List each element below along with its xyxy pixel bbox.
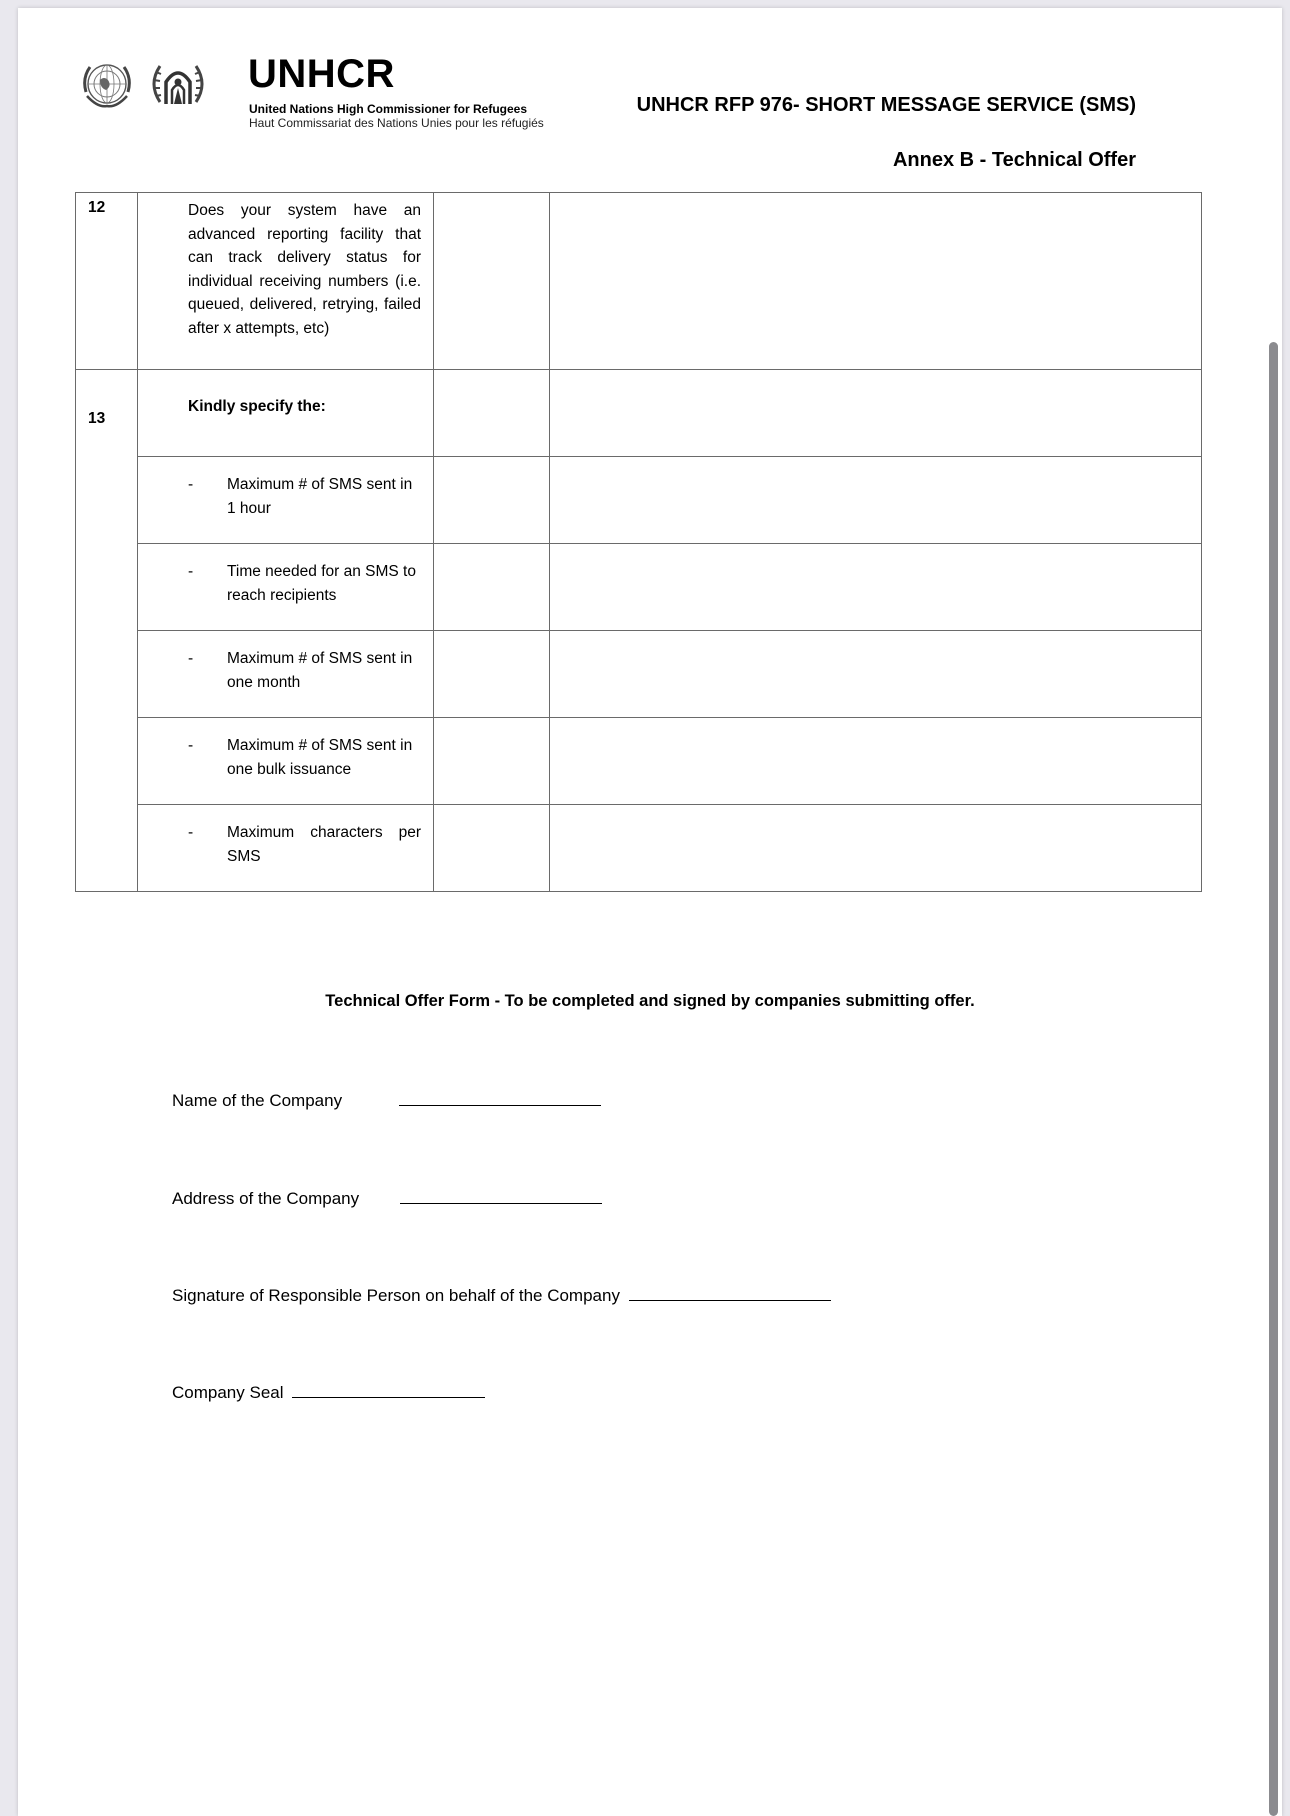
- org-name: UNHCR: [248, 52, 395, 96]
- scrollbar-thumb[interactable]: [1269, 342, 1278, 1816]
- table-row: [76, 370, 1202, 457]
- table-row: [76, 805, 1202, 892]
- sub-item-text: Maximum # of SMS sent in 1 hour: [227, 476, 413, 517]
- sub-item: [138, 805, 434, 892]
- response-cell[interactable]: [434, 370, 550, 457]
- sub-item-text: Maximum # of SMS sent in one month: [227, 650, 413, 691]
- company-name-line[interactable]: [399, 1089, 601, 1106]
- bullet-dash: -: [188, 737, 194, 754]
- company-name-field: [172, 1089, 601, 1111]
- scrollbar[interactable]: [1264, 8, 1282, 1816]
- question-text: Kindly specify the:: [138, 370, 434, 457]
- response-cell[interactable]: [434, 805, 550, 892]
- sub-item: [138, 631, 434, 718]
- sub-item-text: Maximum # of SMS sent in one bulk issuance: [227, 737, 413, 778]
- document-title: UNHCR RFP 976- SHORT MESSAGE SERVICE (SMS): [636, 94, 1136, 116]
- table-row: [76, 631, 1202, 718]
- row-number: 13: [76, 370, 138, 892]
- un-emblem-icon: [78, 60, 136, 112]
- remarks-cell[interactable]: [550, 805, 1202, 892]
- requirements-table: [75, 192, 1202, 892]
- response-cell[interactable]: [434, 718, 550, 805]
- remarks-cell[interactable]: [550, 193, 1202, 370]
- field-label: Address of the Company: [172, 1189, 360, 1208]
- bullet-dash: -: [188, 650, 194, 667]
- field-label: Name of the Company: [172, 1091, 343, 1110]
- document-page: [18, 8, 1282, 1816]
- unhcr-emblem-icon: [148, 60, 208, 112]
- remarks-cell[interactable]: [550, 631, 1202, 718]
- bullet-dash: -: [188, 563, 194, 580]
- field-label: Company Seal: [172, 1383, 284, 1402]
- company-seal-field: [172, 1381, 485, 1403]
- signature-field: [172, 1284, 831, 1306]
- remarks-cell[interactable]: [550, 370, 1202, 457]
- table-row: [76, 544, 1202, 631]
- form-title: Technical Offer Form - To be completed and signed by companies submitting offer.: [325, 992, 975, 1010]
- signature-line[interactable]: [629, 1284, 831, 1301]
- response-cell[interactable]: [434, 193, 550, 370]
- company-address-field: [172, 1187, 602, 1209]
- remarks-cell[interactable]: [550, 718, 1202, 805]
- field-label: Signature of Responsible Person on behalf of the Company: [172, 1286, 620, 1305]
- bullet-dash: -: [188, 824, 194, 841]
- response-cell[interactable]: [434, 457, 550, 544]
- company-address-line[interactable]: [400, 1187, 602, 1204]
- response-cell[interactable]: [434, 631, 550, 718]
- remarks-cell[interactable]: [550, 544, 1202, 631]
- remarks-cell[interactable]: [550, 457, 1202, 544]
- sub-item-text: Maximum characters per SMS: [227, 824, 421, 865]
- question-text: Does your system have an advanced reporting facility that can track delivery status for individual receiving numbers (i.e. queued, delivered, retrying, failed after x attempts, etc): [138, 193, 434, 370]
- row-number: 12: [76, 193, 138, 370]
- bullet-dash: -: [188, 476, 194, 493]
- annex-title: Annex B - Technical Offer: [892, 149, 1136, 171]
- sub-item: [138, 544, 434, 631]
- table-row: [76, 193, 1202, 370]
- org-full-name-fr: Haut Commissariat des Nations Unies pour les réfugiés: [249, 116, 544, 130]
- response-cell[interactable]: [434, 544, 550, 631]
- table-row: [76, 718, 1202, 805]
- unhcr-logo: [66, 52, 544, 132]
- company-seal-line[interactable]: [292, 1381, 485, 1398]
- org-full-name-en: United Nations High Commissioner for Refugees: [249, 102, 528, 116]
- sub-item: [138, 718, 434, 805]
- table-row: [76, 457, 1202, 544]
- sub-item-text: Time needed for an SMS to reach recipients: [227, 563, 416, 604]
- sub-item: [138, 457, 434, 544]
